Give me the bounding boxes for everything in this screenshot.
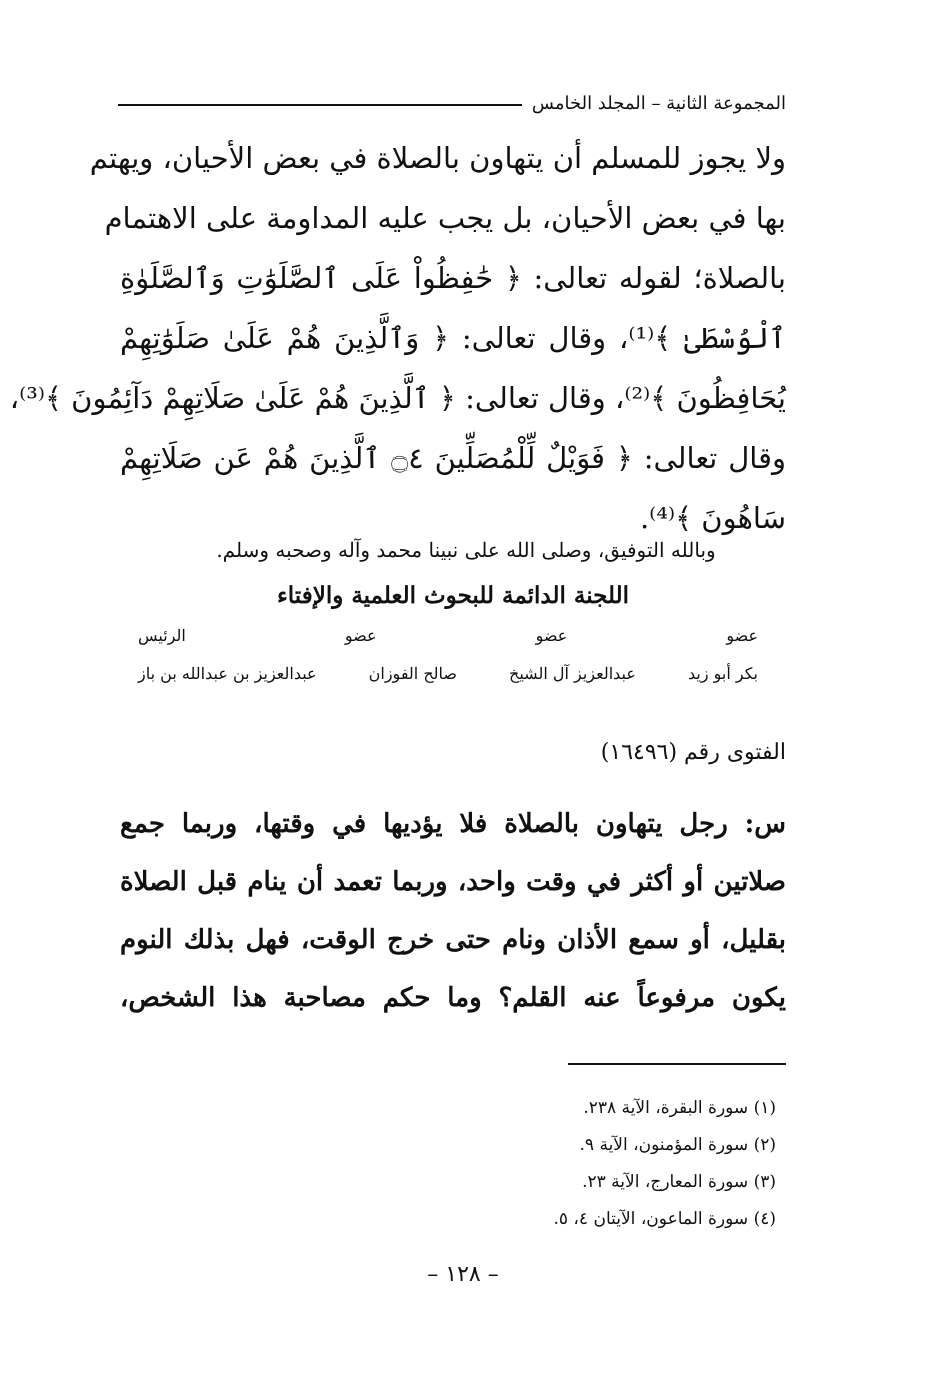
- body-line: بالصلاة؛ لقوله تعالى: ﴿ حَٰفِظُواْ عَلَى ٱلصَّلَوَٰتِ وَٱلصَّلَوٰةِ: [120, 261, 786, 295]
- question-line: بقليل، أو سمع الأذان ونام حتى خرج الوقت، فهل بذلك النوم: [120, 925, 786, 955]
- signatory-role: عضو: [535, 626, 568, 645]
- body-line: ولا يجوز للمسلم أن يتهاون بالصلاة في بعض الأحيان، ويهتم: [89, 141, 786, 175]
- signatory-name: بكر أبو زيد: [687, 664, 758, 683]
- footnote: (٢) سورة المؤمنون، الآية ٩.: [579, 1135, 776, 1155]
- signatory-names: [138, 664, 758, 683]
- body-line: ٱلْوُسْطَىٰ ﴾⁽¹⁾، وقال تعالى: ﴿ وَٱلَّذِينَ هُمْ عَلَىٰ صَلَوَٰتِهِمْ: [120, 321, 786, 355]
- footnote: (٣) سورة المعارج، الآية ٢٣.: [582, 1172, 776, 1192]
- signatory-role: الرئيس: [138, 626, 186, 645]
- fatwa-number: الفتوى رقم (١٦٤٩٦): [600, 740, 786, 765]
- question-line: س: رجل يتهاون بالصلاة فلا يؤديها في وقتها، وربما جمع: [120, 809, 786, 839]
- page-number: – ١٢٨ –: [427, 1262, 499, 1287]
- body-paragraph: [9, 128, 786, 548]
- signatory-name: عبدالعزيز آل الشيخ: [509, 664, 636, 683]
- body-line: يُحَافِظُونَ ﴾⁽²⁾، وقال تعالى: ﴿ ٱلَّذِينَ هُمْ عَلَىٰ صَلَاتِهِمْ دَآئِمُونَ ﴾⁽³⁾،: [9, 381, 786, 415]
- signatory-name: صالح الفوزان: [368, 664, 457, 683]
- signatory-roles: [138, 626, 758, 645]
- signatory-name: عبدالعزيز بن عبدالله بن باز: [138, 664, 317, 683]
- signatory-role: عضو: [344, 626, 377, 645]
- question-line: يكون مرفوعاً عنه القلم؟ وما حكم مصاحبة هذا الشخص،: [120, 983, 786, 1013]
- footnotes: [276, 1090, 776, 1238]
- body-line: وقال تعالى: ﴿ فَوَيْلٌ لِّلْمُصَلِّينَ ۝٤ ٱلَّذِينَ هُمْ عَن صَلَاتِهِمْ: [120, 441, 786, 475]
- signatory-role: عضو: [726, 626, 758, 645]
- body-line: سَاهُونَ ﴾⁽⁴⁾.: [639, 501, 786, 535]
- header-title: المجموعة الثانية – المجلد الخامس: [531, 92, 786, 114]
- question-line: صلاتين أو أكثر في وقت واحد، وربما تعمد أن ينام قبل الصلاة: [120, 867, 786, 897]
- footnote: (١) سورة البقرة، الآية ٢٣٨.: [583, 1098, 776, 1118]
- running-header: [118, 86, 786, 120]
- footnote-rule: [568, 1063, 786, 1065]
- header-rule: [118, 104, 522, 106]
- footnote: (٤) سورة الماعون، الآيتان ٤، ٥.: [553, 1209, 776, 1229]
- closing-formula: وبالله التوفيق، وصلى الله على نبينا محمد وآله وصحبه وسلم.: [216, 538, 716, 562]
- body-line: بها في بعض الأحيان، بل يجب عليه المداومة على الاهتمام: [104, 201, 786, 235]
- question-paragraph: [120, 795, 786, 1027]
- committee-title: اللجنة الدائمة للبحوث العلمية والإفتاء: [276, 582, 630, 609]
